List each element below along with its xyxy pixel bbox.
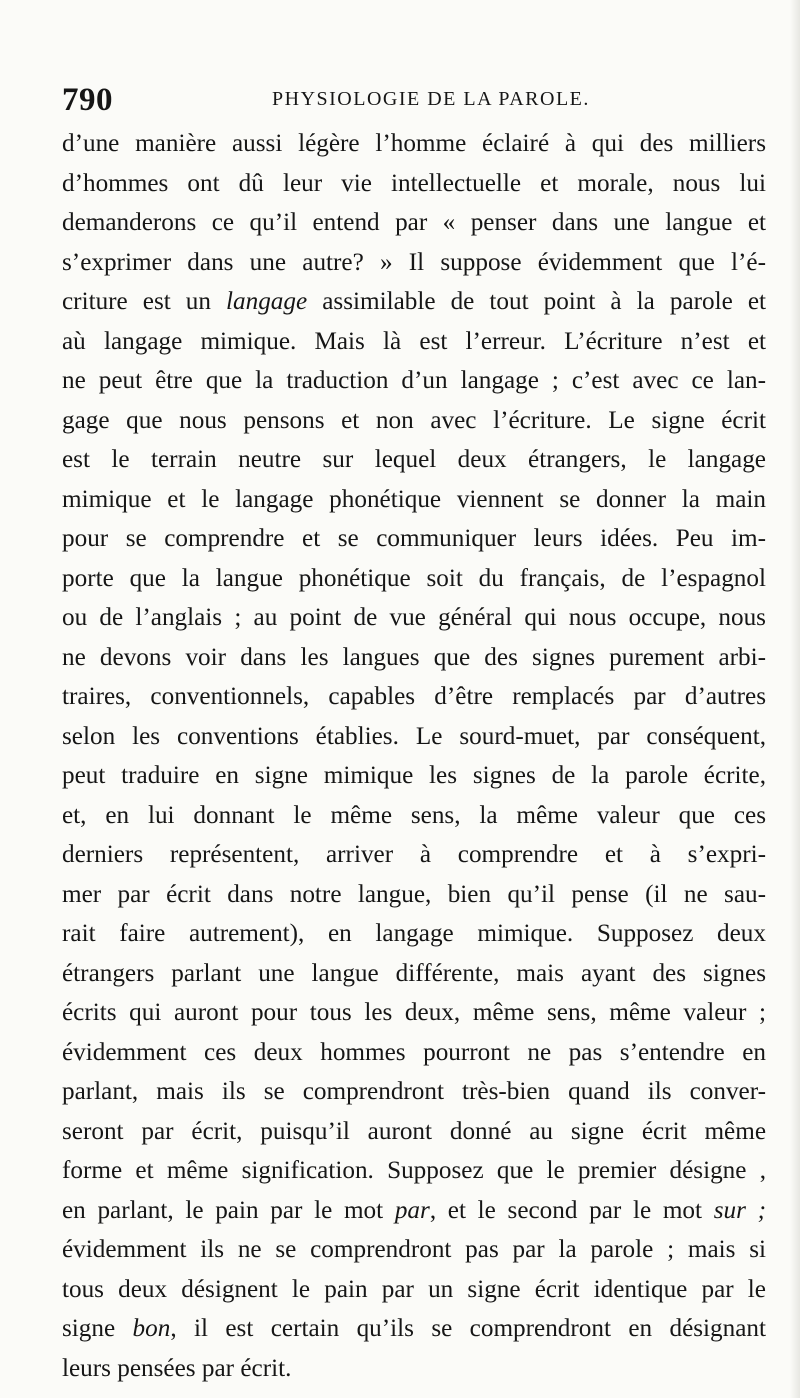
text-line: pour se comprendre et se communiquer leurs idées. Peu im- — [62, 525, 766, 552]
text-line — [62, 1309, 766, 1349]
text-line: aù langage mimique. Mais là est l’erreur. L’écriture n’est et — [62, 327, 766, 355]
italic-word: par — [394, 1196, 430, 1224]
text-line: seront par écrit, puisqu’il auront donné au signe écrit même — [62, 1117, 766, 1145]
text-line — [62, 1191, 766, 1231]
text-segment: assimilable de tout point à la parole et — [307, 288, 766, 315]
text-line: d’une manière aussi légère l’homme éclairé à qui des milliers — [62, 130, 766, 157]
text-segment: , et le second par le mot — [429, 1196, 714, 1224]
text-segment: en parlant, le pain par le mot — [62, 1196, 395, 1224]
text-line: selon les conventions établies. Le sourd-muet, par conséquent, — [62, 722, 766, 750]
text-line: ne peut être que la traduction d’un langage ; c’est avec ce lan- — [62, 367, 766, 394]
page-edge-shadow — [790, 0, 800, 1398]
text-line: étrangers parlant une langue différente, mais ayant des signes — [62, 959, 766, 987]
text-line: derniers représentent, arriver à comprendre et à s’expri- — [62, 841, 766, 868]
text-segment: signe — [62, 1315, 133, 1342]
text-line: écrits qui auront pour tous les deux, même sens, même valeur ; — [62, 999, 766, 1026]
text-line: évidemment ils ne se comprendront pas par la parole ; mais si — [62, 1236, 766, 1263]
body-paragraph — [62, 124, 766, 1388]
text-line: peut traduire en signe mimique les signes de la parole écrite, — [62, 762, 766, 789]
page-number: 790 — [62, 82, 113, 118]
text-line: gage que nous pensons et non avec l’écriture. Le signe écrit — [62, 406, 766, 434]
text-line — [62, 282, 766, 322]
text-segment: , il est certain qu’ils se comprendront en désignant — [170, 1315, 767, 1342]
text-line: tous deux désignent le pain par un signe écrit identique par le — [62, 1275, 766, 1303]
text-line: ou de l’anglais ; au point de vue général qui nous occupe, nous — [62, 604, 766, 631]
italic-word: sur ; — [713, 1196, 766, 1224]
text-line: ne devons voir dans les langues que des signes purement arbi- — [62, 643, 766, 671]
text-line: et, en lui donnant le même sens, la même valeur que ces — [62, 801, 766, 829]
text-line: est le terrain neutre sur lequel deux étrangers, le langage — [62, 446, 766, 473]
text-line: porte que la langue phonétique soit du français, de l’espagnol — [62, 564, 766, 592]
text-line: parlant, mais ils se comprendront très-bien quand ils conver- — [62, 1078, 766, 1105]
text-line: mer par écrit dans notre langue, bien qu’il pense (il ne sau- — [62, 880, 766, 908]
text-line: rait faire autrement), en langage mimique. Supposez deux — [62, 920, 766, 947]
italic-word: langage — [226, 288, 308, 315]
text-line: mimique et le langage phonétique viennent se donner la main — [62, 485, 766, 513]
text-line: évidemment ces deux hommes pourront ne pas s’entendre en — [62, 1038, 766, 1066]
text-segment: criture est un — [62, 288, 227, 315]
text-line: traires, conventionnels, capables d’être remplacés par d’autres — [62, 683, 766, 710]
text-line: d’hommes ont dû leur vie intellectuelle et morale, nous lui — [62, 169, 766, 197]
italic-word: bon — [132, 1315, 171, 1342]
text-line: s’exprimer dans une autre? » Il suppose évidemment que l’é- — [62, 248, 766, 276]
text-line: leurs pensées par écrit. — [62, 1354, 292, 1382]
running-title: PHYSIOLOGIE DE LA PAROLE. — [272, 88, 590, 110]
text-line: forme et même signification. Supposez que le premier désigne , — [62, 1157, 766, 1184]
page-header — [0, 82, 800, 118]
text-line: demanderons ce qu’il entend par « penser dans une langue et — [62, 209, 766, 236]
